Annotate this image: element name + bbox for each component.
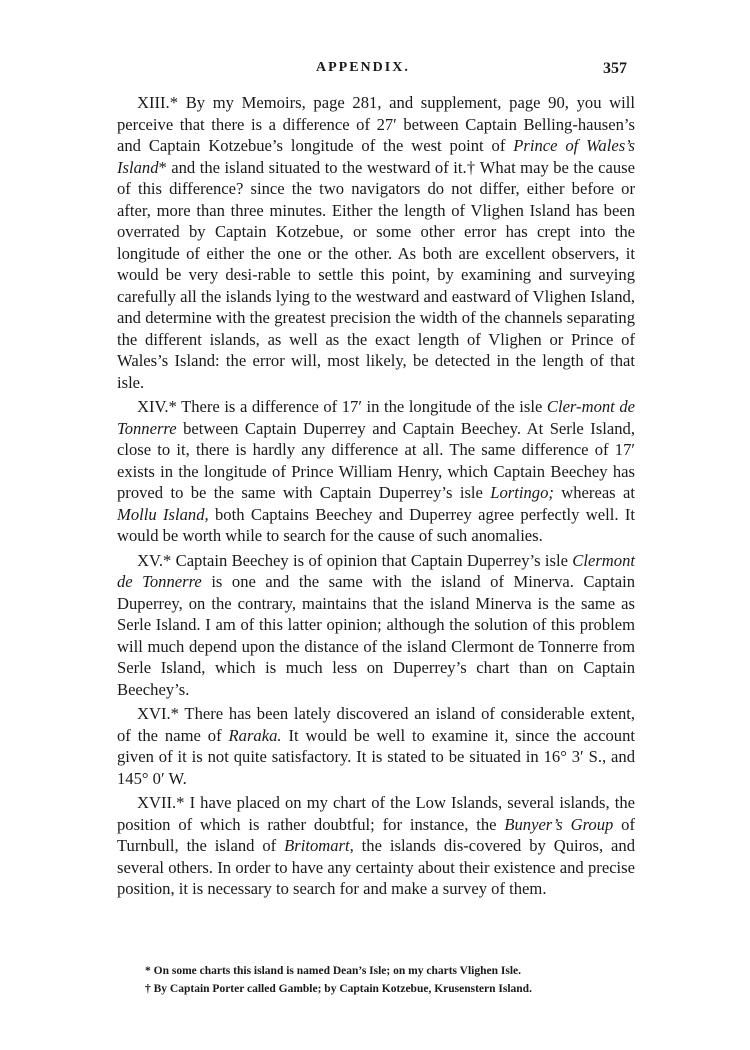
text-run: I have placed on my chart of the Low Islands, several islands, the position of which is rather doubtful; for instance, the	[117, 793, 635, 834]
text-run: By my Memoirs, page 281, and supplement, page 90, you will perceive that there is a difference of 27′ between Captain Belling-hausen’s and Captain Kotzebue’s longitude of the west point of	[117, 93, 635, 155]
page-number: 357	[603, 60, 627, 77]
body-text	[117, 92, 635, 903]
italic-run: Lortingo;	[490, 483, 554, 502]
text-run: There is a difference of 17′ in the longitude of the isle	[176, 397, 547, 416]
paragraph-xvi	[117, 703, 635, 789]
italic-run: Britomart,	[284, 836, 354, 855]
text-run: is one and the same with the island of Minerva. Captain Duperrey, on the contrary, maintains that the island Minerva is the same as Serle Island. I am of this latter opinion; although the solution of this problem will much depend upon the distance of the island Clermont de Tonnerre from Serle Island, which is much less on Duperrey’s chart than on Captain Beechey’s.	[117, 572, 636, 699]
italic-run: Bunyer’s Group	[504, 814, 614, 834]
text-run: the islands dis-covered by Quiros, and several others. In order to have any certainty about their existence and precise position, it is necessary to search for and make a survey of them.	[117, 836, 635, 898]
italic-run: Mollu Island,	[117, 504, 209, 524]
text-run: whereas at	[553, 483, 635, 502]
text-run: Captain Beechey is of opinion that Captain Duperrey’s isle	[171, 550, 573, 570]
italic-run: Cler-mont de Tonnerre	[117, 397, 635, 438]
paragraph-number: XVI.*	[137, 704, 179, 723]
paragraph-xv	[117, 550, 635, 701]
page-header	[0, 60, 750, 84]
paragraph-xiii	[117, 92, 635, 393]
footnote-dagger: † By Captain Porter called Gamble; by Captain Kotzebue, Krusenstern Island.	[145, 983, 532, 995]
text-run: It would be well to examine it, since the account given of it is not quite satisfactory. It is stated to be situated in 16° 3′ S., and 145° 0′ W.	[117, 725, 635, 788]
text-run: of Turnbull, the island of	[117, 814, 635, 855]
paragraph-number: XVII.*	[137, 793, 185, 812]
paragraph-xvii	[117, 792, 635, 900]
italic-run: Raraka.	[228, 725, 282, 745]
italic-run: Clermont de Tonnerre	[117, 550, 635, 591]
running-title: APPENDIX.	[316, 60, 410, 75]
paragraph-number: XV.*	[137, 550, 172, 570]
paragraph-xiv	[117, 396, 635, 547]
text-run: both Captains Beechey and Duperrey agree perfectly well. It would be worth while to search for the cause of such anomalies.	[117, 504, 635, 545]
footnote-asterisk: * On some charts this island is named Dean’s Isle; on my charts Vlighen Isle.	[145, 965, 522, 977]
italic-run: Prince of Wales’s Island	[117, 136, 635, 177]
text-run: There has been lately discovered an island of considerable extent, of the name of	[117, 704, 635, 745]
text-run: between Captain Duperrey and Captain Beechey. At Serle Island, close to it, there is hardly any difference at all. The same difference of 17′ exists in the longitude of Prince William Henry, which Captain Beechey has proved to be the same with Captain Duperrey’s isle	[117, 418, 635, 502]
footnotes	[117, 962, 635, 998]
paragraph-number: XIII.*	[137, 93, 179, 112]
paragraph-number: XIV.*	[137, 397, 177, 416]
text-run: * and the island situated to the westward of it.† What may be the cause of this difference? since the two navigators do not differ, either before or after, more than three minutes. Either the length of Vlighen Island has been overrated by Captain Kotzebue, or some other error has crept into the longitude of either the one or the other. As both are excellent observers, it would be very desi-rable to settle this point, by examining and surveying carefully all the islands lying to the westward and eastward of Vlighen Island, and determine with the greatest precision the width of the channels separating the different islands, as well as the exact length of Vlighen or Prince of Wales’s Island: the error will, most likely, be detected in the length of that isle.	[117, 157, 635, 392]
